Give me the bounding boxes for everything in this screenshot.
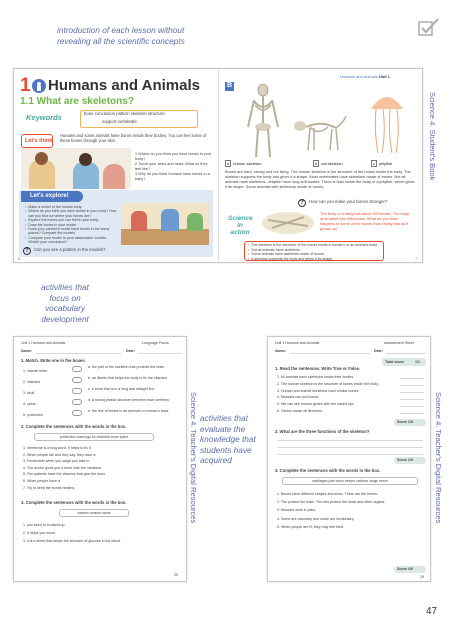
score-badge-1: Score /15 [394,419,426,426]
match-right-item: b. an illness that helps the body to fix the vitamins [88,376,168,380]
page-number: 47 [426,606,438,617]
bones-question-icon: ? [298,199,306,207]
match-left-item: 5. protection [23,413,43,417]
jellyfish-image [368,91,406,155]
total-score-box: Total score /60 [382,358,426,366]
match-left-item: 3. skull [23,391,35,395]
ws-left-header: Unit 1 Humans and Animals [21,341,66,345]
cat-skeleton-image [292,114,348,154]
match-left-item: 4. spine [23,402,36,406]
unit-icon [32,79,46,93]
summary-item: • The skeleton is the structure of the bones inside a human's or an animal's body. [248,243,378,247]
ws-left-type: Language Focus [142,341,169,345]
human-skeleton-image [240,83,286,159]
summary-item: • A skeleton supports the body and gives it its shape. [248,256,333,261]
match-right-item: c. a bone that is in a long and straight line [88,387,155,391]
true-false-item: 6. Germs cause all illnesses. [277,408,323,413]
intro-text: Humans and some animals have bones inside their bodies. You can feel some of these bones through your skin. [60,133,207,144]
children-photo [21,148,131,189]
knowledge-caption: activities that evaluate the knowledge that students have acquired [200,413,256,465]
fill-in-item: 1. Bones have different shapes and sizes. There are the bones. [277,492,378,496]
running-head: Humans and Animals Unit 1 [340,74,391,79]
language-focus-sheet [13,336,187,582]
ex3-sentence: 2. it helps you move. [23,531,56,535]
teachers-resources-label-right: Science 4. Teacher's Digital Resources [434,392,443,524]
skeleton-body-text: Bones are hard, strong and not living. The human skeleton is the structure of the bones inside the body. The skeleton supports the body and gives it a shape. Most vertebrates have skeletons made of bones. Not all animals have skeletons. Jellyfish have long soft bodies. There is fluid inside the body of a jellyfish, which gives it its shape. Some animals with skeletons inside of bones. [225,169,415,190]
explore-list [25,205,117,245]
explore-item: • Make a model of the human body. [25,205,83,209]
match-right-column [88,365,182,420]
ws-right-type: Assessment Sheet [384,341,414,345]
bones-question: How can you make your bones stronger? [309,199,388,204]
ws-right-header: Unit 1 Humans and Animals [275,341,320,345]
assessment-sheet [267,336,431,582]
ex2-sentence: 6. When people have a [23,478,60,483]
lets-think-badge: Let's think [21,134,53,148]
students-book-spread [13,68,423,263]
teachers-resources-label-left: Science 4. Teacher's Digital Resources [189,392,198,524]
explore-label: Let's explore! [21,191,83,202]
keywords-line-2: support vertebrate [102,119,137,124]
match-right-item: d. a strong plastic structure between each vertebra [88,398,169,402]
score-badge-2: Score /15 [394,457,426,464]
figure-caption-a: a human skeleton [227,161,262,166]
fill-in-item: 5. When people are ill, they may feel tired. [277,524,345,529]
match-right-item: e. the line of bones in an animal's or human's back [88,409,169,413]
left-page-number: 6 [18,256,21,261]
match-right-item: a. the part of the skeleton that protects the brain [88,365,165,369]
intro-caption: introduction of each lesson without revealing all the scientific concepts [57,25,185,46]
ws-left-ex2: 2. Complete the sentences with the words in the box. [21,424,127,429]
classroom-photo [121,203,209,245]
score-badge-3: Score /20 [394,566,426,573]
question-1: 1 Where do you think you have bones in your body? [135,152,212,161]
ex3-sentence: 3. it is a sheet that keeps the stomach of glucose in the blood. [23,539,122,543]
true-false-item: 2. The human skeleton is the structure of bones inside the body. [277,381,379,386]
ex2-sentence: 7. Try to keep the bones healthy. [23,485,75,490]
bones-sketch-image [258,208,318,238]
ws-right-date: Date: [374,349,383,353]
summary-item: • Not all animals have skeletons. [248,247,301,252]
ws-left-ex3-lines [23,521,181,545]
true-false-item: 5. We can see human genes with the naked eye. [277,402,355,407]
figure-caption-c: c jellyfish [373,161,393,166]
explore-item: • Draw the bones in your model. [25,222,78,227]
ws-left-ex2-box: protection warnings fix vitamins bone spine [34,433,154,441]
ws-right-ex3: 3. Complete the sentences with the words in the box. [275,468,381,473]
ws-left-ex3-box: vitamin muscle spine [59,509,129,517]
ex2-sentence: 5. The patients have the vitamins that give the bone [23,472,106,477]
explore-item: • Where do you think you have bones in your body? How can you find out where your bones are? [25,209,117,218]
explore-item: • Compare your model to your classmates' models. What's your conclusion? [25,235,108,245]
true-false-item: 1. All animals have skeletons inside their bodies. [277,375,355,379]
true-false-item: 3. Human and animal skeletons have similar bones. [277,388,360,393]
ws-left-name: Name: [21,349,32,353]
lesson-title: 1.1 What are skeletons? [20,96,134,107]
checkmark-icon [418,17,440,37]
vocab-caption: activities that focus on vocabulary development [41,282,89,324]
ws-right-ex3-lines [277,490,425,531]
match-left-item: 2. vitamins [23,380,41,384]
right-page-number: 7 [415,256,418,261]
ws-left-ex3: 3. Complete the sentences with the words in the box. [21,500,127,505]
science-in-action-label: Science in action [228,215,253,236]
question-icon: ? [23,247,31,255]
unit-badge: 1 [20,75,31,96]
ex2-sentence: 1. Vertebrae is a long word. It helps to fix it. [23,446,92,450]
keywords-label: Keywords [26,113,62,122]
ws-right-page-number: 29 [420,575,424,579]
fill-in-item: 3. Muscles work in pairs. [277,508,317,513]
baby-bones-fact: The body of a baby has about 300 bones. The body of an adult has 206 bones. What do you think happens to some of the bones that a baby has as it grows up? [320,211,410,231]
summary-box [244,241,384,261]
section-b-marker: B [227,82,233,89]
question-2: 2 Touch your arms and head. What do they feel like? [135,162,208,171]
match-left-column [23,366,73,421]
ws-right-ex2: 2. What are the three functions of the skeleton? [275,429,370,434]
keywords-line-1: bone conclusion pattern skeleton structure [84,111,165,116]
students-book-label: Science 4. Student's Book [428,92,437,181]
ex2-sentence: 2. When people fall and they say, they have a [23,452,96,457]
true-false-item: 4. Muscles can pull bones. [277,395,320,400]
fill-in-item: 2. The protect the brain. The ribs protect the heart and other organs. [277,500,386,505]
unit-title: Humans and Animals [48,77,200,94]
figure-captions [225,160,415,168]
ex2-sentence: 4. The doctor gives you a bone with the medicine. [23,465,103,470]
ws-left-page-number: 29 [174,573,178,577]
question-3: 3 Why do you think humans have bones in a baby? [135,172,210,181]
ws-right-ex3-box: cartilages joint neck biceps calcium lungs nerve [282,477,418,485]
figure-caption-b: b cat skeleton [315,161,343,166]
match-left-item: 1. vitamin letter [23,369,48,373]
summary-item: • Some animals have skeletons made of bones. [248,252,325,256]
ws-left-ex2-lines [23,445,181,491]
explore-item: • Explore the bones you can feel in your body. [25,218,99,223]
ws-right-name: Name: [275,349,286,353]
ws-left-ex1: 1. Match. Write one in the boxes. [21,358,86,363]
ws-right-ex1: 1. Read the sentences. Write True or False. [275,366,361,371]
think-questions [135,152,213,182]
match-answer-boxes[interactable] [72,366,84,416]
ex2-sentence: 3. Remember when you laugh you take in [23,459,90,464]
ex3-sentence: 1. you need to to stand up. [23,523,66,527]
explore-item: • Does your partner's model have bones in the same places? Compare the models. [25,227,110,236]
explore-panel [19,190,213,257]
fill-in-item: 4. Some are voluntary and some are involuntary. [277,516,355,521]
pattern-question: Can you see a pattern in the models? [34,247,106,252]
ws-right-ex1-lines [277,374,397,415]
ws-left-date: Date: [126,349,135,353]
